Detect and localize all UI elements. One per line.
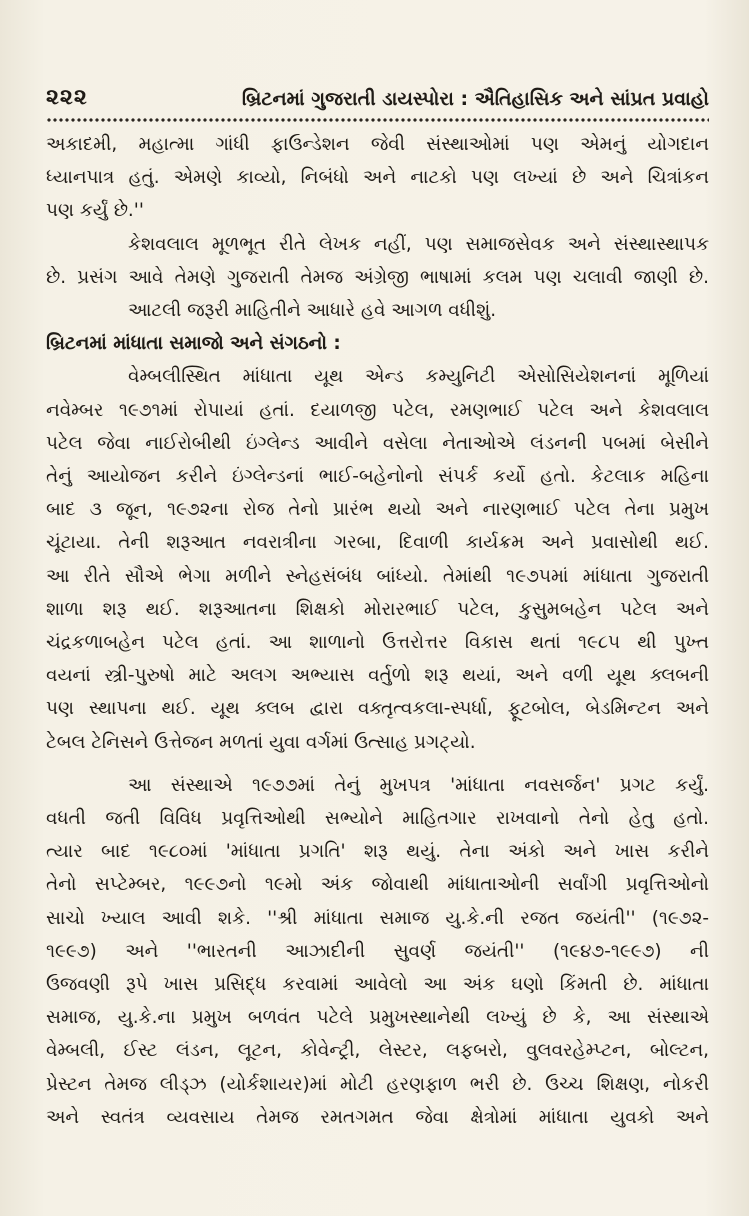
paragraph [46, 360, 709, 758]
paragraph [46, 128, 709, 228]
paragraph-gap [46, 759, 709, 769]
text-line: અકાદમી, મહાત્મા ગાંધી ફાઉન્ડેશન જેવી સંસ્થાઓમાં પણ એમનું યોગદાન [46, 134, 709, 155]
page-number: ૨૨૨ [46, 85, 88, 110]
text-line: ટેબલ ટેનિસને ઉત્તેજન મળતાં યુવા વર્ગમાં ઉત્સાહ પ્રગટ્યો. [46, 731, 476, 753]
text-line: શાળા શરૂ થઈ. શરૂઆતના શિક્ષકો મોરારભાઈ પટેલ, કુસુમબહેન પટેલ અને [46, 598, 709, 620]
text-line: પણ સ્થાપના થઈ. યૂથ ક્લબ દ્વારા વક્તૃત્વકલા-સ્પર્ધા, ફૂટબોલ, બેડમિન્ટન અને [46, 698, 709, 720]
text-line: પટેલ જેવા નાઈરોબીથી ઇંગ્લેન્ડ આવીને વસેલા નેતાઓએ લંડનની પબમાં બેસીને [46, 432, 709, 454]
text-line: અને સ્વતંત્ર વ્યવસાય તેમજ રમતગમત જેવા ક્ષેત્રોમાં માંધાતા યુવકો અને [46, 1106, 709, 1128]
decorative-wavy-rule [46, 116, 709, 124]
text-line: તેનો સપ્ટેમ્બર, ૧૯૯૭નો ૧૯મો અંક જોવાથી માંધાતાઓની સર્વાંગી પ્રવૃત્તિઓનો [46, 874, 709, 896]
text-line: નવેમ્બર ૧૯૭૧માં રોપાયાં હતાં. દયાળજી પટેલ, રમણભાઈ પટેલ અને કેશવલાલ [46, 399, 709, 421]
text-line: તેનું આયોજન કરીને ઇંગ્લેન્ડનાં ભાઈ-બહેનોનો સંપર્ક કર્યો હતો. કેટલાક મહિના [46, 466, 709, 488]
text-line: વધતી જતી વિવિધ પ્રવૃત્તિઓથી સભ્યોને માહિતગાર રાખવાનો તેનો હેતુ હતો. [46, 808, 709, 830]
text-line: પ્રેસ્ટન તેમજ લીડ્ઝ (યોર્કશાયર)માં મોટી હરણફાળ ભરી છે. ઉચ્ચ શિક્ષણ, નોકરી [46, 1073, 709, 1095]
paragraph [46, 228, 709, 294]
text-line: કેશવલાલ મૂળભૂત રીતે લેખક નહીં, પણ સમાજસેવક અને સંસ્થાસ્થાપક [128, 233, 709, 255]
text-line: વેમ્બલીસ્થિત માંધાતા યૂથ એન્ડ કમ્યુનિટી એસોસિયેશનનાં મૂળિયાં [128, 366, 709, 388]
paragraph [46, 769, 709, 1134]
text-line: વયનાં સ્ત્રી-પુરુષો માટે અલગ અભ્યાસ વર્તુળો શરૂ થયાં, અને વળી યૂથ ક્લબની [46, 665, 709, 687]
text-line: ધ્યાનપાત્ર હતું. એમણે કાવ્યો, નિબંધો અને નાટકો પણ લખ્યાં છે અને ચિત્રાંકન [46, 167, 709, 189]
text-line: સમાજ, યુ.કે.ના પ્રમુખ બળવંત પટેલે પ્રમુખસ્થાનેથી લખ્યું છે કે, આ સંસ્થાએ [46, 1007, 709, 1029]
section-heading: બ્રિટનમાં માંધાતા સમાજો અને સંગઠનો : [46, 333, 341, 355]
page-body [46, 128, 709, 1134]
text-line: વેમ્બલી, ઈસ્ટ લંડન, લૂટન, કોવેન્ટ્રી, લેસ્ટર, લફબરો, વુલવરહેમ્પ્ટન, બોલ્ટન, [46, 1040, 709, 1062]
text-line: ઉજવણી રૂપે ખાસ પ્રસિદ્ધ કરવામાં આવેલો આ અંક ઘણો કિંમતી છે. માંધાતા [46, 974, 709, 996]
text-line: સાચો ખ્યાલ આવી શકે. ''શ્રી માંધાતા સમાજ યુ.કે.ની રજત જયંતી'' (૧૯૭૨- [46, 907, 709, 929]
text-line: આ સંસ્થાએ ૧૯૭૭માં તેનું મુખપત્ર 'માંધાતા નવસર્જન' પ્રગટ કર્યું. [128, 774, 709, 796]
text-line: ચૂંટાયા. તેની શરૂઆત નવરાત્રીના ગરબા, દિવાળી કાર્યક્રમ અને પ્રવાસોથી થઈ. [46, 532, 709, 554]
text-line: છે. પ્રસંગ આવે તેમણે ગુજરાતી તેમજ અંગ્રેજી ભાષામાં કલમ પણ ચલાવી જાણી છે. [46, 266, 709, 288]
text-line: આ રીતે સૌએ ભેગા મળીને સ્નેહસંબંધ બાંધ્યો. તેમાંથી ૧૯૭૫માં માંધાતા ગુજરાતી [46, 565, 709, 587]
running-title: બ્રિટનમાં ગુજરાતી ડાયસ્પોરા : ઐતિહાસિક અને સાંપ્રત પ્રવાહો [241, 88, 709, 110]
text-line: ચંદ્રકળાબહેન પટેલ હતાં. આ શાળાનો ઉત્તરોત્તર વિકાસ થતાં ૧૯૮૫ થી પુખ્ત [46, 632, 709, 654]
text-line: પણ કર્યું છે.'' [46, 200, 144, 222]
text-line: આટલી જરૂરી માહિતીને આધારે હવે આગળ વધીશું. [128, 300, 497, 322]
text-line: ત્યાર બાદ ૧૯૮૦માં 'માંધાતા પ્રગતિ' શરૂ થયું. તેના અંકો અને ખાસ કરીને [46, 841, 709, 863]
text-line: ૧૯૯૭) અને ''ભારતની આઝાદીની સુવર્ણ જયંતી'' (૧૯૪૭-૧૯૯૭) ની [46, 940, 709, 962]
paragraph [46, 294, 709, 327]
text-line: બાદ ૩ જૂન, ૧૯૭૨ના રોજ તેનો પ્રારંભ થયો અને નારણભાઈ પટેલ તેના પ્રમુખ [46, 499, 709, 521]
page-header [46, 76, 709, 110]
